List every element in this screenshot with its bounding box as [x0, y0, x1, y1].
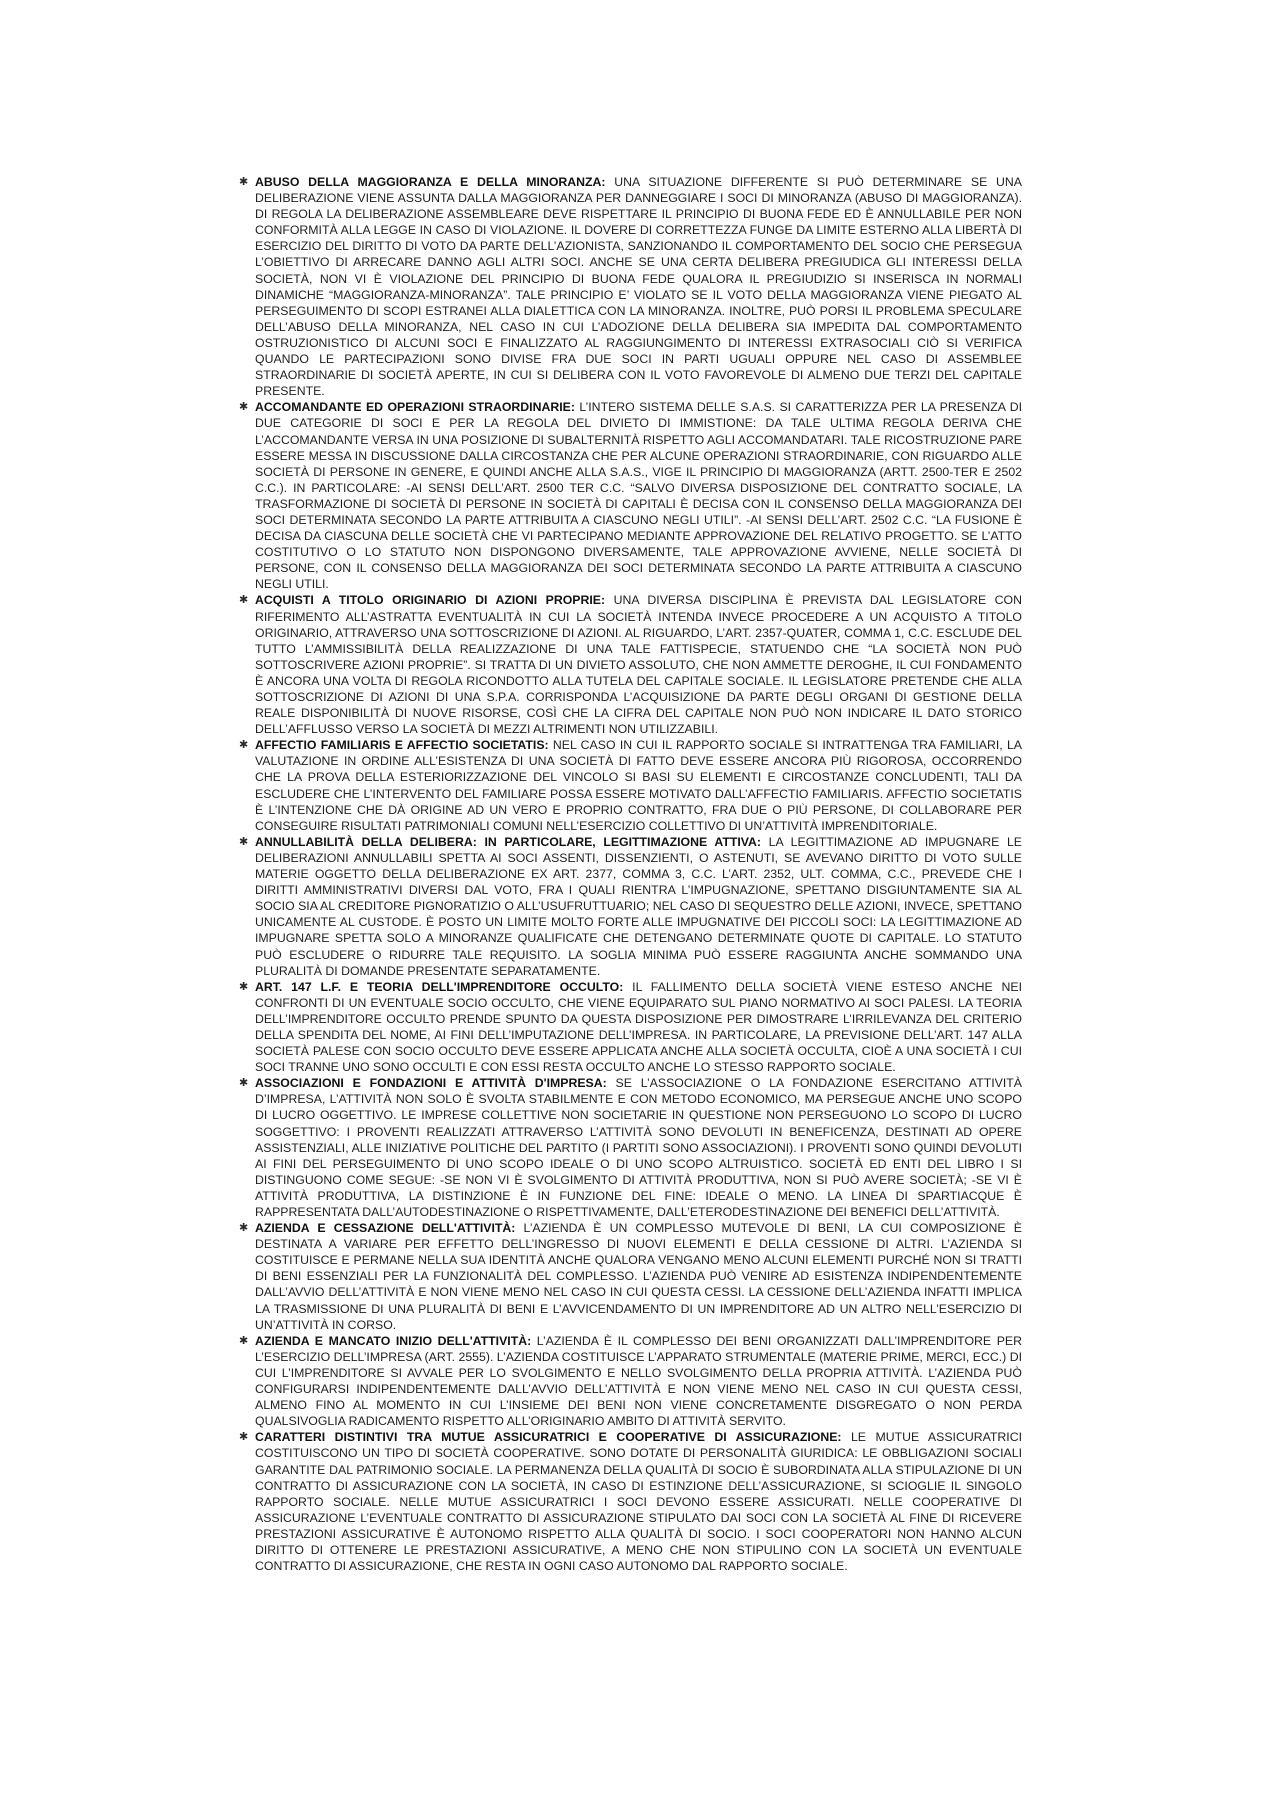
bullet-icon: ✱	[239, 979, 249, 993]
bullet-icon: ✱	[239, 400, 249, 414]
bullet-icon: ✱	[239, 1430, 249, 1444]
entry-term: AZIENDA E MANCATO INIZIO DELL'ATTIVITÀ:	[255, 1333, 532, 1348]
entry-text: L’AZIENDA È IL COMPLESSO DEI BENI ORGANIZZATI DALL’IMPRENDITORE PER L’ESERCIZIO DELL’IMPRESA (ART. 2555). L’AZIENDA COSTITUISCE L’APPARATO STRUMENTALE (MATERIE PRIME, MERCI, ECC.) DI CUI L’IMPRENDITORE SI AVVALE PER LO SVOLGIMENTO E NELLO SVOLGIMENTO DELLA PROPRIA ATTIVITÀ. L’AZIENDA PUÒ CONFIGURARSI INDIPENDENTEMENTE DALL’AVVIO DELL’ATTIVITÀ E NON VIENE MENO NEL CASO IN CUI QUESTA CESSI, ALMENO FINO AL MOMENTO IN CUI L’INSIEME DEI BENI NON VIENE CONCRETAMENTE DISGREGATO O NON PERDA QUALSIVOGLIA RADICAMENTO RISPETTO ALL’ORIGINARIO AMBITO DI ATTIVITÀ SERVITO.	[255, 1333, 1022, 1429]
entry-text: L’AZIENDA È UN COMPLESSO MUTEVOLE DI BENI, LA CUI COMPOSIZIONE È DESTINATA A VARIARE PER EFFETTO DELL’INGRESSO DI NUOVI ELEMENTI E DELLA CESSIONE DI ALTRI. L’AZIENDA SI COSTITUISCE E PERMANE NELLA SUA IDENTITÀ ANCHE QUALORA VENGANO MENO ALCUNI ELEMENTI PURCHÉ NON SI TRATTI DI BENI ESSENZIALI PER LA FUNZIONALITÀ DEL COMPLESSO. L’AZIENDA PUÒ VENIRE AD ESISTENZA INDIPENDENTEMENTE DALL’AVVIO DELL’ATTIVITÀ E NON VIENE MENO NEL CASO IN CUI QUESTA CESSI. LA CESSIONE DELL’AZIENDA INFATTI IMPLICA LA TRASMISSIONE DI UNA PLURALITÀ DI BENI E L’AVVICENDAMENTO DI UN IMPRENDITORE AD UN ALTRO NELL’ESERCIZIO DI UN’ATTIVITÀ IN CORSO.	[255, 1221, 1022, 1332]
bullet-icon: ✱	[239, 1221, 249, 1235]
bullet-icon: ✱	[239, 738, 249, 752]
entry-text: NEL CASO IN CUI IL RAPPORTO SOCIALE SI INTRATTENGA TRA FAMILIARI, LA VALUTAZIONE IN ORDINE ALL’ESISTENZA DI UNA SOCIETÀ DI FATTO DEVE ESSERE ANCORA PIÙ RIGOROSA, OCCORRENDO CHE LA PROVA DELLA ESTERIORIZZAZIONE DEL VINCOLO SI BASI SU ELEMENTI E CIRCOSTANZE CONCLUDENTI, TALI DA ESCLUDERE CHE L’INTERVENTO DEL FAMILIARE POSSA ESSERE MOTIVATO DALL’AFFECTIO FAMILIARIS. AFFECTIO SOCIETATIS È L’INTENZIONE CHE DÀ ORIGINE AD UN VERO E PROPRIO CONTRATTO, FRA DUE O PIÙ PERSONE, DI COLLABORARE PER CONSEGUIRE RISULTATI PATRIMONIALI COMUNI NELL’ESERCIZIO COLLETTIVO DI UN’ATTIVITÀ IMPRENDITORIALE.	[255, 738, 1023, 833]
entry-text: SE L’ASSOCIAZIONE O LA FONDAZIONE ESERCITANO ATTIVITÀ D’IMPRESA, L’ATTIVITÀ NON SOLO È SVOLTA STABILMENTE E CON METODO ECONOMICO, MA PERSEGUE ANCHE UNO SCOPO DI LUCRO OGGETTIVO. LE IMPRESE COLLETTIVE NON SOCIETARIE IN QUESTIONE NON PERSEGUONO LO SCOPO DI LUCRO SOGGETTIVO: I PROVENTI REALIZZATI ATTRAVERSO L’ATTIVITÀ SONO DEVOLUTI IN BENEFICENZA, DESTINATI AD OPERE ASSISTENZIALI, ALLE INIZIATIVE POLITICHE DEL PARTITO (I PARTITI SONO ASSOCIAZIONI). I PROVENTI SONO QUINDI DEVOLUTI AI FINI DEL PERSEGUIMENTO DI UNO SCOPO IDEALE O DI UNO SCOPO ALTRUISTICO. SOCIETÀ ED ENTI DEL LIBRO I SI DISTINGUONO COME SEGUE: -SE NON VI È SVOLGIMENTO DI ATTIVITÀ PRODUTTIVA, NON SI PUÒ AVERE SOCIETÀ; -SE VI È ATTIVITÀ PRODUTTIVA, LA DISTINZIONE È IN FUNZIONE DEL FINE: IDEALE O MENO. LA LINEA DI SPARTIACQUE È RAPPRESENTATA DALL’AUTODESTINAZIONE O RISPETTIVAMENTE, DALL’ETERODESTINAZIONE DEI BENEFICI DELL’ATTIVITÀ.	[255, 1076, 1022, 1219]
entry-text: LE MUTUE ASSICURATRICI COSTITUISCONO UN TIPO DI SOCIETÀ COOPERATIVE. SONO DOTATE DI PERSONALITÀ GIURIDICA: LE OBBLIGAZIONI SOCIALI GARANTITE DAL PATRIMONIO SOCIALE. LA PERMANENZA DELLA QUALITÀ DI SOCIO È SUBORDINATA ALLA STIPULAZIONE DI UN CONTRATTO DI ASSICURAZIONE CON LA SOCIETÀ, IN CASO DI ESTINZIONE DELL’ASSICURAZIONE, SI SCIOGLIE IL SINGOLO RAPPORTO SOCIALE. NELLE MUTUE ASSICURATRICI I SOCI DEVONO ESSERE ASSICURATI. NELLE COOPERATIVE DI ASSICURAZIONE L’EVENTUALE CONTRATTO DI ASSICURAZIONE STIPULATO DAI SOCI CON LA SOCIETÀ AL FINE DI RICEVERE PRESTAZIONI ASSICURATIVE È AUTONOMO RISPETTO ALLA QUALITÀ DI SOCIO. I SOCI COOPERATORI NON HANNO ALCUN DIRITTO DI OTTENERE LE PRESTAZIONI ASSICURATIVE, A MENO CHE NON STIPULINO CON LA SOCIETÀ UN EVENTUALE CONTRATTO DI ASSICURAZIONE, CHE RESTA IN OGNI CASO AUTONOMO DAL RAPPORTO SOCIALE.	[255, 1430, 1022, 1574]
list-item	[240, 834, 1022, 979]
entry-text: LA LEGITTIMAZIONE AD IMPUGNARE LE DELIBERAZIONI ANNULLABILI SPETTA AI SOCI ASSENTI, DISSENZIENTI, O ASTENUTI, SE AVEVANO DIRITTO DI VOTO SULLE MATERIE OGGETTO DELLA DELIBERAZIONE EX ART. 2377, COMMA 3, C.C. L’ART. 2352, ULT. COMMA, C.C., PREVEDE CHE I DIRITTI AMMINISTRATIVI DIVERSI DAL VOTO, FRA I QUALI RIENTRA L’IMPUGNAZIONE, SPETTANO DISGIUNTAMENTE SIA AL SOCIO SIA AL CREDITORE PIGNORATIZIO O ALL’USUFRUTTUARIO; NEL CASO DI SEQUESTRO DELLE AZIONI, INVECE, SPETTANO UNICAMENTE AL CUSTODE. È POSTO UN LIMITE MOLTO FORTE ALLE IMPUGNATIVE DEI PICCOLI SOCI: LA LEGITTIMAZIONE AD IMPUGNARE SPETTA SOLO A MINORANZE QUALIFICATE CHE DETENGANO DETERMINATE QUOTE DI CAPITALE. LO STATUTO PUÒ ESCLUDERE O RIDURRE TALE REQUISITO. LA SOGLIA MINIMA PUÒ ESSERE RAGGIUNTA ANCHE SOMMANDO UNA PLURALITÀ DI DOMANDE PRESENTATE SEPARATAMENTE.	[255, 834, 1022, 978]
entry-term: AZIENDA E CESSAZIONE DELL'ATTIVITÀ:	[255, 1221, 516, 1236]
list-item	[240, 1333, 1022, 1430]
entry-term: ABUSO DELLA MAGGIORANZA E DELLA MINORANZA:	[255, 175, 606, 189]
bullet-icon: ✱	[239, 175, 249, 188]
list-item	[240, 592, 1022, 737]
entry-term: ANNULLABILITÀ DELLA DELIBERA: IN PARTICOLARE, LEGITTIMAZIONE ATTIVA:	[255, 834, 762, 849]
entry-text: UNA DIVERSA DISCIPLINA È PREVISTA DAL LEGISLATORE CON RIFERIMENTO ALL’ASTRATTA EVENTUALITÀ IN CUI LA SOCIETÀ INTENDA INVECE PROCEDERE A UN ACQUISTO A TITOLO ORIGINARIO, ATTRAVERSO UNA SOTTOSCRIZIONE DI AZIONI. AL RIGUARDO, L’ART. 2357-QUATER, COMMA 1, C.C. ESCLUDE DEL TUTTO L’AMMISSIBILITÀ DELLA REALIZZAZIONE DI UNA TALE FATTISPECIE, STATUENDO CHE “LA SOCIETÀ NON PUÒ SOTTOSCRIVERE AZIONI PROPRIE”. SI TRATTA DI UN DIVIETO ASSOLUTO, CHE NON AMMETTE DEROGHE, IL CUI FONDAMENTO È ANCORA UNA VOLTA DI REGOLA RICONDOTTO ALLA TUTELA DEL CAPITALE SOCIALE. IL LEGISLATORE PRETENDE CHE ALLA SOTTOSCRIZIONE DI AZIONI DI UNA S.P.A. CORRISPONDA L’ACQUISIZIONE DA PARTE DEGLI ORGANI DI GESTIONE DELLA REALE DISPONIBILITÀ DI NUOVE RISORSE, COSÌ CHE LA CIFRA DEL CAPITALE NON PUÒ NON INDICARE IL DATO STORICO DELL’AFFLUSSO VERSO LA SOCIETÀ DI MEZZI ALTRIMENTI NON UTILIZZABILI.	[255, 593, 1022, 737]
entry-term: ACCOMANDANTE ED OPERAZIONI STRAORDINARIE:	[255, 400, 575, 415]
list-item	[240, 1220, 1022, 1333]
bullet-icon: ✱	[239, 1333, 249, 1347]
entry-term: ACQUISTI A TITOLO ORIGINARIO DI AZIONI PROPRIE:	[255, 593, 606, 608]
list-item	[240, 399, 1022, 592]
bullet-icon: ✱	[239, 593, 249, 607]
entry-term: ART. 147 L.F. E TEORIA DELL'IMPRENDITORE OCCULTO:	[255, 979, 624, 994]
entry-text: IL FALLIMENTO DELLA SOCIETÀ VIENE ESTESO ANCHE NEI CONFRONTI DI UN EVENTUALE SOCIO OCCULTO, CHE VIENE EQUIPARATO SUL PIANO NORMATIVO AI SOCI PALESI. LA TEORIA DELL’IMPRENDITORE OCCULTO PRENDE SPUNTO DA QUESTA DISPOSIZIONE PER DIMOSTRARE L’IRRILEVANZA DEL CRITERIO DELLA SPENDITA DEL NOME, AI FINI DELL’IMPUTAZIONE DELL’IMPRESA. IN PARTICOLARE, LA PREVISIONE DELL’ART. 147 ALLA SOCIETÀ PALESE CON SOCIO OCCULTO DEVE ESSERE APPLICATA ANCHE ALLA SOCIETÀ OCCULTA, CIOÈ A UNA SOCIETÀ I CUI SOCI TRANNE UNO SONO OCCULTI E CON ESSI RESTA OCCULTO ANCHE LO STESSO RAPPORTO SOCIALE.	[255, 979, 1022, 1075]
bullet-icon: ✱	[239, 834, 249, 848]
entry-term: CARATTERI DISTINTIVI TRA MUTUE ASSICURATRICI E COOPERATIVE DI ASSICURAZIONE:	[255, 1430, 842, 1445]
bullet-icon: ✱	[239, 1076, 249, 1090]
entry-term: AFFECTIO FAMILIARIS E AFFECTIO SOCIETATIS:	[255, 738, 549, 753]
list-item	[240, 174, 1022, 399]
entry-term: ASSOCIAZIONI E FONDAZIONI E ATTIVITÀ D'IMPRESA:	[255, 1076, 607, 1091]
list-item	[240, 979, 1022, 1076]
list-item	[240, 1075, 1022, 1220]
entry-text: UNA SITUAZIONE DIFFERENTE SI PUÒ DETERMINARE SE UNA DELIBERAZIONE VIENE ASSUNTA DALLA MAGGIORANZA PER DANNEGGIARE I SOCI DI MINORANZA (ABUSO DI MAGGIORANZA). DI REGOLA LA DELIBERAZIONE ASSEMBLEARE DEVE RISPETTARE IL PRINCIPIO DI BUONA FEDE ED È ANNULLABILE PER NON CONFORMITÀ ALLA LEGGE IN CASO DI VIOLAZIONE. IL DOVERE DI CORRETTEZZA FUNGE DA LIMITE ESTERNO ALLA LIBERTÀ DI ESERCIZIO DEL DIRITTO DI VOTO DA PARTE DELL’AZIONISTA, SANZIONANDO IL COMPORTAMENTO DEL SOCIO CHE PERSEGUA L’OBIETTIVO DI ARRECARE DANNO AGLI ALTRI SOCI. ANCHE SE UNA CERTA DELIBERA PREGIUDICA GLI INTERESSI DELLA SOCIETÀ, NON VI È VIOLAZIONE DEL PRINCIPIO DI BUONA FEDE QUALORA IL PREGIUDIZIO SI INSERISCA IN NORMALI DINAMICHE “MAGGIORANZA-MINORANZA”. TALE PRINCIPIO E’ VIOLATO SE IL VOTO DELLA MAGGIORANZA VIENE PIEGATO AL PERSEGUIMENTO DI SCOPI ESTRANEI ALLA DIALETTICA CON LA MINORANZA. INOLTRE, PUÒ PORSI IL PROBLEMA SPECULARE DELL’ABUSO DELLA MINORANZA, NEL CASO IN CUI L’ADOZIONE DELLA DELIBERA SIA IMPEDITA DAL COMPORTAMENTO OSTRUZIONISTICO DI ALCUNI SOCI E FINALIZZATO AL RAGGIUNGIMENTO DI INTERESSI EXTRASOCIALI CIÒ SI VERIFICA QUANDO LE PARTECIPAZIONI SONO DIVISE FRA DUE SOCI IN PARTI UGUALI OPPURE NEL CASO DI ASSEMBLEE STRAORDINARIE DI SOCIETÀ APERTE, IN CUI SI DELIBERA CON IL VOTO FAVOREVOLE DI ALMENO DUE TERZI DEL CAPITALE PRESENTE.	[255, 175, 1022, 399]
document-body	[240, 174, 1022, 1574]
list-item	[240, 1429, 1022, 1574]
entry-text: L’INTERO SISTEMA DELLE S.A.S. SI CARATTERIZZA PER LA PRESENZA DI DUE CATEGORIE DI SOCI E PER LA REGOLA DEL DIVIETO DI IMMISTIONE: DA TALE ULTIMA REGOLA DERIVA CHE L’ACCOMANDANTE VERSA IN UNA POSIZIONE DI SUBALTERNITÀ RISPETTO AGLI ACCOMANDATARI. TALE RICOSTRUZIONE PARE ESSERE MESSA IN DISCUSSIONE DALLA CIRCOSTANZA CHE PER ALCUNE OPERAZIONI STRAORDINARIE, CON RIGUARDO ALLE SOCIETÀ DI PERSONE IN GENERE, E QUINDI ANCHE ALLA S.A.S., VIGE IL PRINCIPIO DI MAGGIORANZA (ARTT. 2500-TER E 2502 C.C.). IN PARTICOLARE: -AI SENSI DELL’ART. 2500 TER C.C. “SALVO DIVERSA DISPOSIZIONE DEL CONTRATTO SOCIALE, LA TRASFORMAZIONE DI SOCIETÀ DI PERSONE IN SOCIETÀ DI CAPITALI È DECISA CON IL CONSENSO DELLA MAGGIORANZA DEI SOCI DETERMINATA SECONDO LA PARTE ATTRIBUITA A CIASCUNO NEGLI UTILI”. -AI SENSI DELL’ART. 2502 C.C. “LA FUSIONE È DECISA DA CIASCUNA DELLE SOCIETÀ CHE VI PARTECIPANO MEDIANTE APPROVAZIONE DEL RELATIVO PROGETTO. SE L’ATTO COSTITUTIVO O LO STATUTO NON DISPONGONO DIVERSAMENTE, TALE APPROVAZIONE AVVIENE, NELLE SOCIETÀ DI PERSONE, CON IL CONSENSO DELLA MAGGIORANZA DEI SOCI DETERMINATA SECONDO LA PARTE ATTRIBUITA A CIASCUNO NEGLI UTILI.	[255, 400, 1022, 592]
list-item	[240, 737, 1022, 834]
